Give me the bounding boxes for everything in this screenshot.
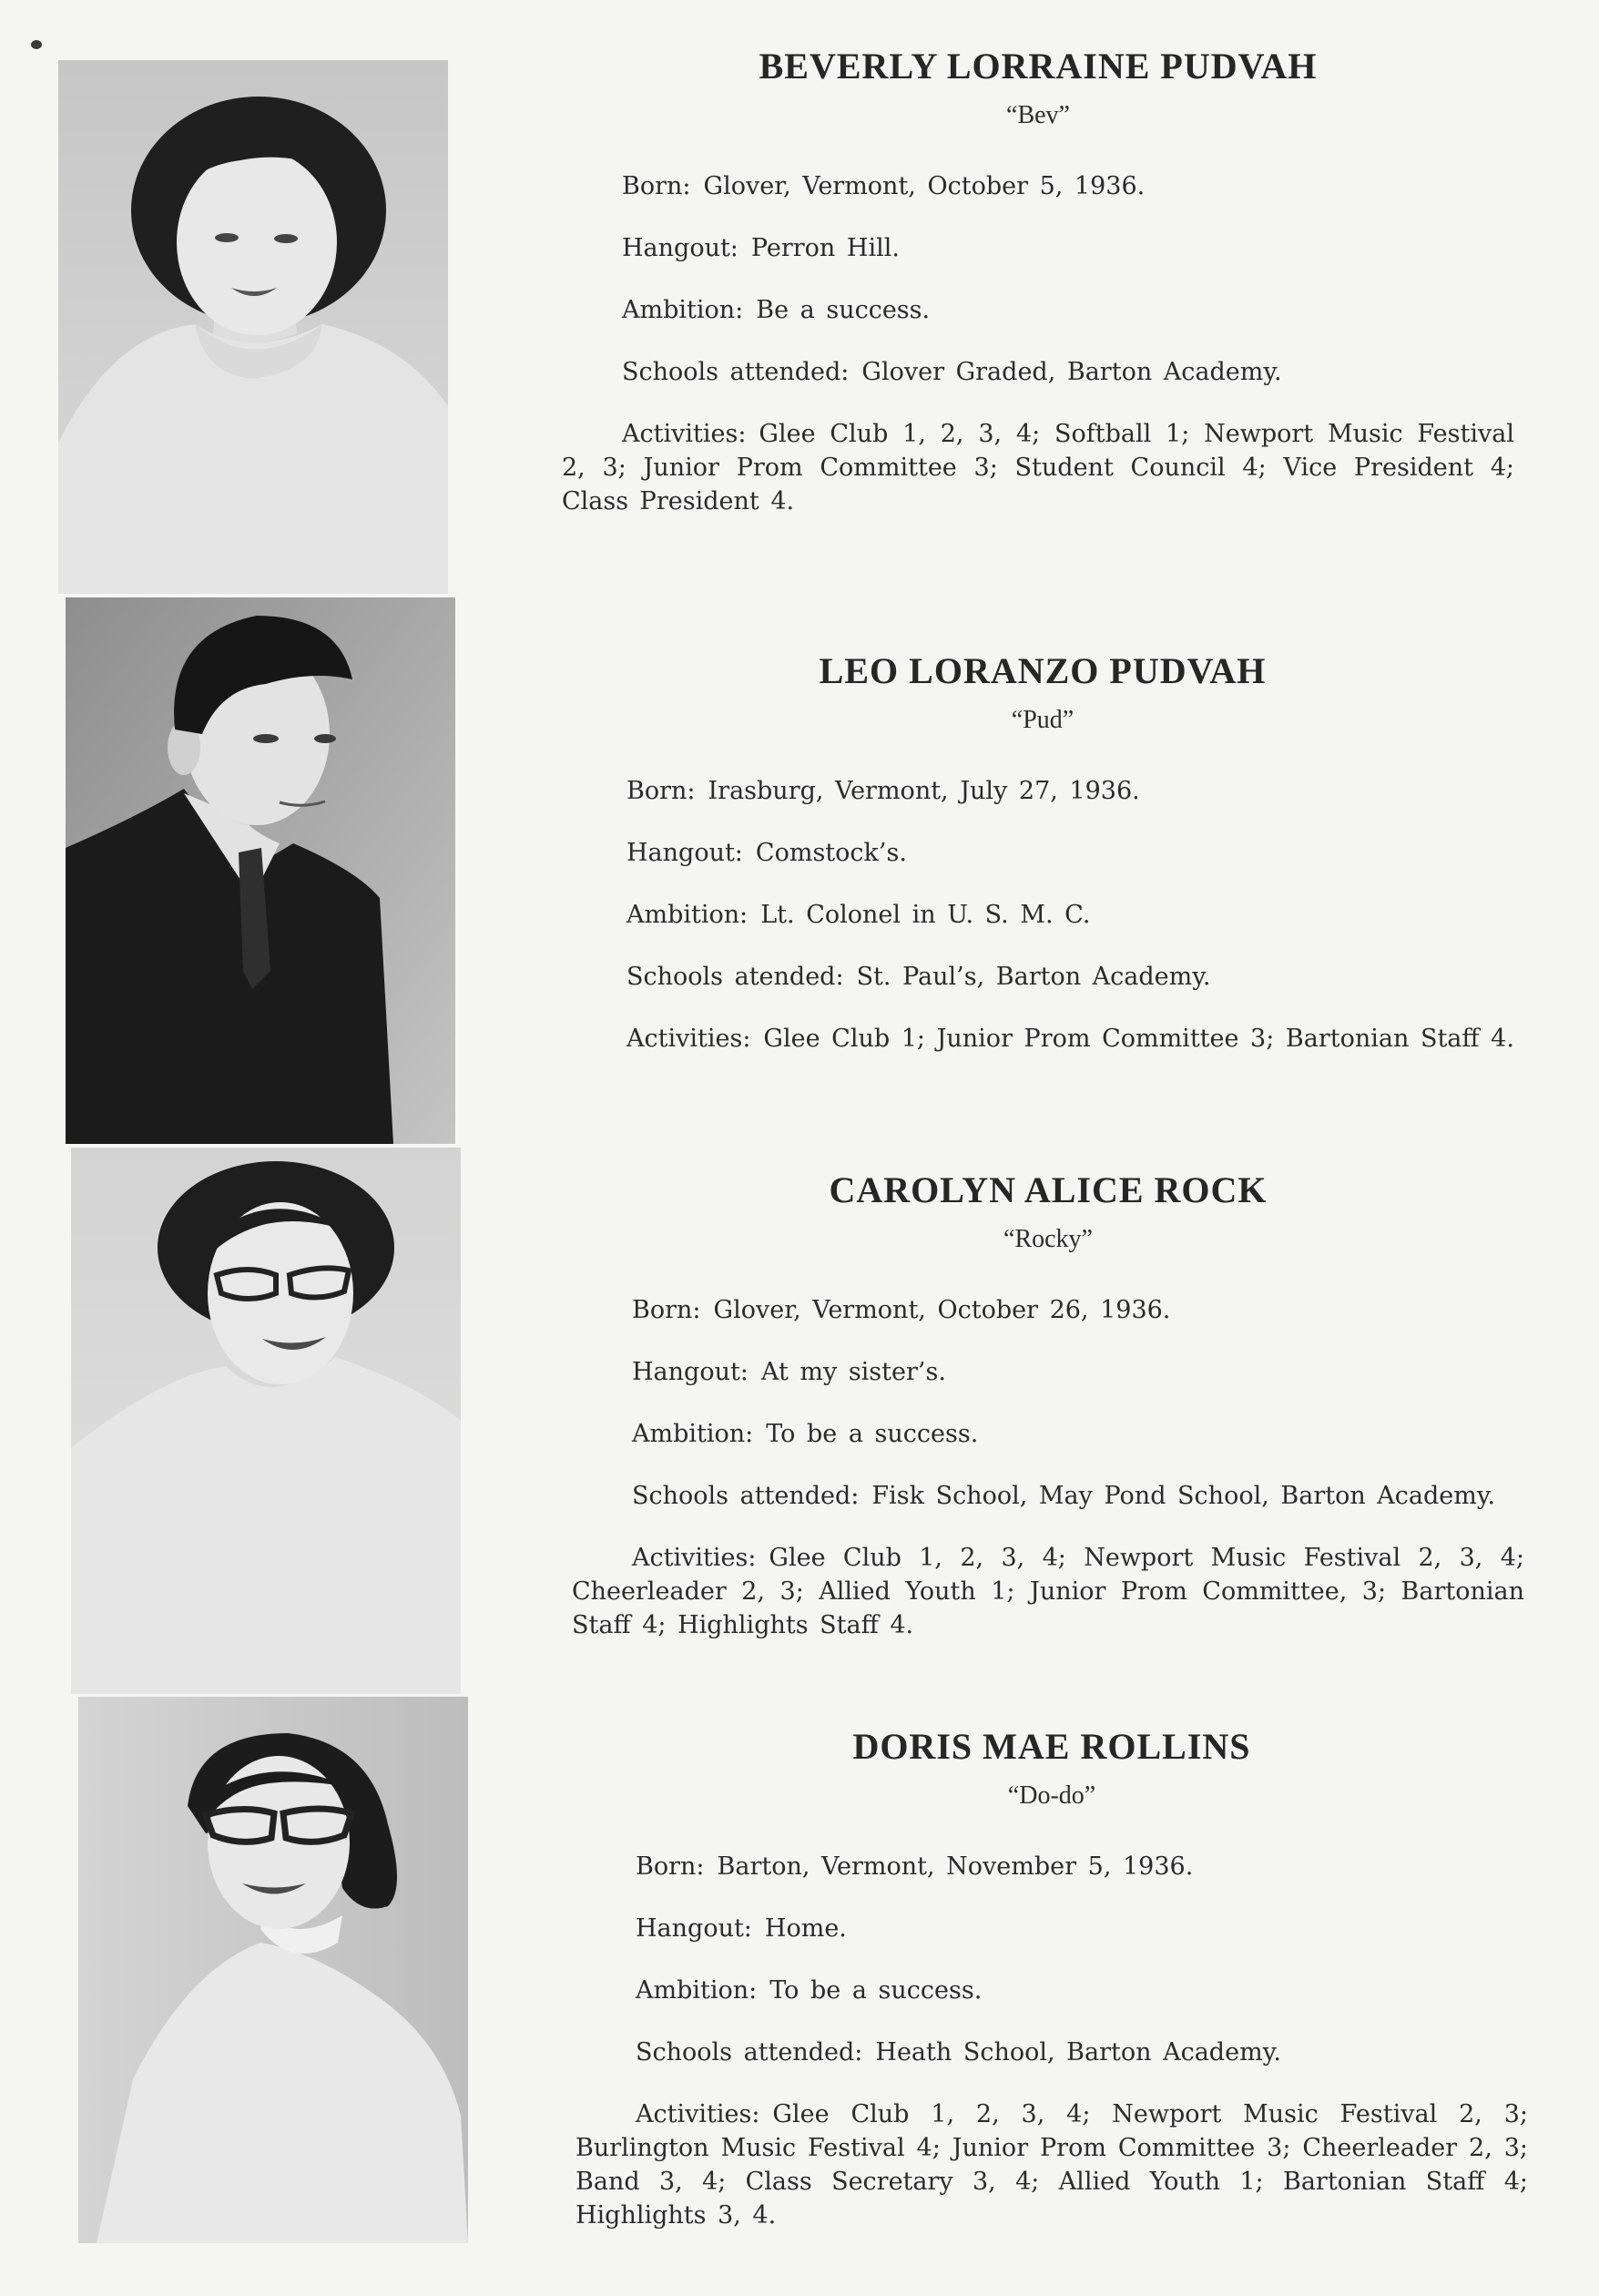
field-value: To be a success. <box>766 1420 979 1448</box>
student-nickname: “Do-do” <box>1007 1781 1096 1810</box>
field-value: At my sister’s. <box>760 1358 946 1386</box>
student-name: LEO LORANZO PUDVAH <box>819 650 1267 691</box>
student-photo <box>71 1148 461 1694</box>
field-activities <box>562 417 1514 518</box>
field-value: St. Paul’s, Barton Academy. <box>856 963 1211 991</box>
field-label: Ambition: <box>622 296 744 324</box>
field-ambition <box>572 1417 1524 1451</box>
field-label: Born: <box>626 777 696 805</box>
field-ambition <box>575 1974 1528 2007</box>
student-photo <box>66 597 455 1144</box>
student-photo <box>78 1697 468 2243</box>
student-nickname: “Bev” <box>1006 101 1070 129</box>
portrait-woman-glasses-icon <box>78 1697 468 2243</box>
field-value: Irasburg, Vermont, July 27, 1936. <box>708 777 1140 805</box>
field-born <box>575 1850 1528 1883</box>
student-name: DORIS MAE ROLLINS <box>852 1726 1251 1767</box>
student-photo <box>58 60 448 594</box>
field-label: Born: <box>636 1852 705 1881</box>
student-entry <box>572 1168 1524 1670</box>
field-value: Fisk School, May Pond School, Barton Academy. <box>871 1482 1496 1510</box>
field-label: Born: <box>622 172 691 200</box>
field-value: Glee Club 1; Junior Prom Committee 3; Bartonian Staff 4. <box>763 1025 1514 1053</box>
field-label: Activities: <box>636 2100 760 2128</box>
field-hangout <box>575 1912 1528 1945</box>
portrait-man-icon <box>66 597 455 1144</box>
field-value: Glee Club 1, 2, 3, 4; Softball 1; Newport Music Festival 2, 3; Junior Prom Committee 3; Student Council 4; Vice President 4; Class President 4. <box>562 420 1514 515</box>
field-label: Hangout: <box>626 839 743 867</box>
field-hangout <box>566 836 1519 870</box>
field-value: Perron Hill. <box>750 234 900 262</box>
student-name: CAROLYN ALICE ROCK <box>829 1169 1268 1210</box>
field-value: Glover, Vermont, October 26, 1936. <box>713 1296 1171 1324</box>
student-entry <box>575 1724 1528 2260</box>
field-label: Ambition: <box>632 1420 754 1448</box>
field-schools <box>572 1479 1524 1513</box>
field-value: Glover, Vermont, October 5, 1936. <box>703 172 1146 200</box>
field-born <box>566 774 1519 808</box>
field-value: Glee Club 1, 2, 3, 4; Newport Music Festival 2, 3; Burlington Music Festival 4; Junior Prom Committee 3; Cheerleader 2, 3; Band 3, 4; Class Secretary 3, 4; Allied Youth 1; Bartonian Staff 4; Highlights 3, 4. <box>575 2100 1528 2230</box>
field-value: Glover Graded, Barton Academy. <box>861 358 1282 386</box>
student-details <box>566 774 1519 1056</box>
field-ambition <box>562 293 1514 327</box>
field-label: Hangout: <box>632 1358 749 1386</box>
field-label: Activities: <box>622 420 747 448</box>
field-value: Home. <box>764 1914 847 1943</box>
field-value: Comstock’s. <box>755 839 907 867</box>
field-value: Barton, Vermont, November 5, 1936. <box>717 1852 1194 1881</box>
field-label: Activities: <box>632 1544 757 1572</box>
field-label: Activities: <box>626 1025 751 1053</box>
field-schools <box>562 355 1514 389</box>
field-label: Schools attended: <box>636 2038 863 2066</box>
field-ambition <box>566 898 1519 932</box>
student-details <box>562 169 1514 518</box>
field-label: Schools attended: <box>632 1482 860 1510</box>
field-label: Ambition: <box>636 1976 758 2005</box>
student-nickname: “Rocky” <box>1003 1225 1093 1253</box>
field-hangout <box>572 1355 1524 1389</box>
field-label: Hangout: <box>622 234 738 262</box>
field-activities <box>566 1022 1519 1056</box>
student-entry <box>566 648 1519 1084</box>
student-nickname: “Pud” <box>1011 706 1074 734</box>
field-value: To be a success. <box>769 1976 983 2005</box>
field-activities <box>575 2097 1528 2232</box>
field-born <box>562 169 1514 203</box>
student-name: BEVERLY LORRAINE PUDVAH <box>759 46 1318 87</box>
student-details <box>575 1850 1528 2232</box>
student-details <box>572 1293 1524 1642</box>
field-label: Born: <box>632 1296 701 1324</box>
field-activities <box>572 1541 1524 1642</box>
portrait-woman-icon <box>58 60 448 594</box>
print-speck <box>31 40 42 49</box>
field-label: Ambition: <box>626 901 749 929</box>
field-hangout <box>562 231 1514 265</box>
field-label: Schools attended: <box>622 358 850 386</box>
field-born <box>572 1293 1524 1327</box>
portrait-woman-glasses-icon <box>71 1148 461 1694</box>
field-value: Lt. Colonel in U. S. M. C. <box>760 901 1091 929</box>
field-schools <box>566 960 1519 994</box>
field-value: Heath School, Barton Academy. <box>875 2038 1281 2066</box>
field-schools <box>575 2036 1528 2069</box>
field-value: Glee Club 1, 2, 3, 4; Newport Music Festival 2, 3, 4; Cheerleader 2, 3; Allied Youth 1; Junior Prom Committee, 3; Bartonian Staff 4; Highlights Staff 4. <box>572 1544 1524 1639</box>
field-label: Hangout: <box>636 1914 752 1943</box>
field-label: Schools atended: <box>626 963 844 991</box>
student-entry <box>562 44 1514 546</box>
field-value: Be a success. <box>756 296 931 324</box>
